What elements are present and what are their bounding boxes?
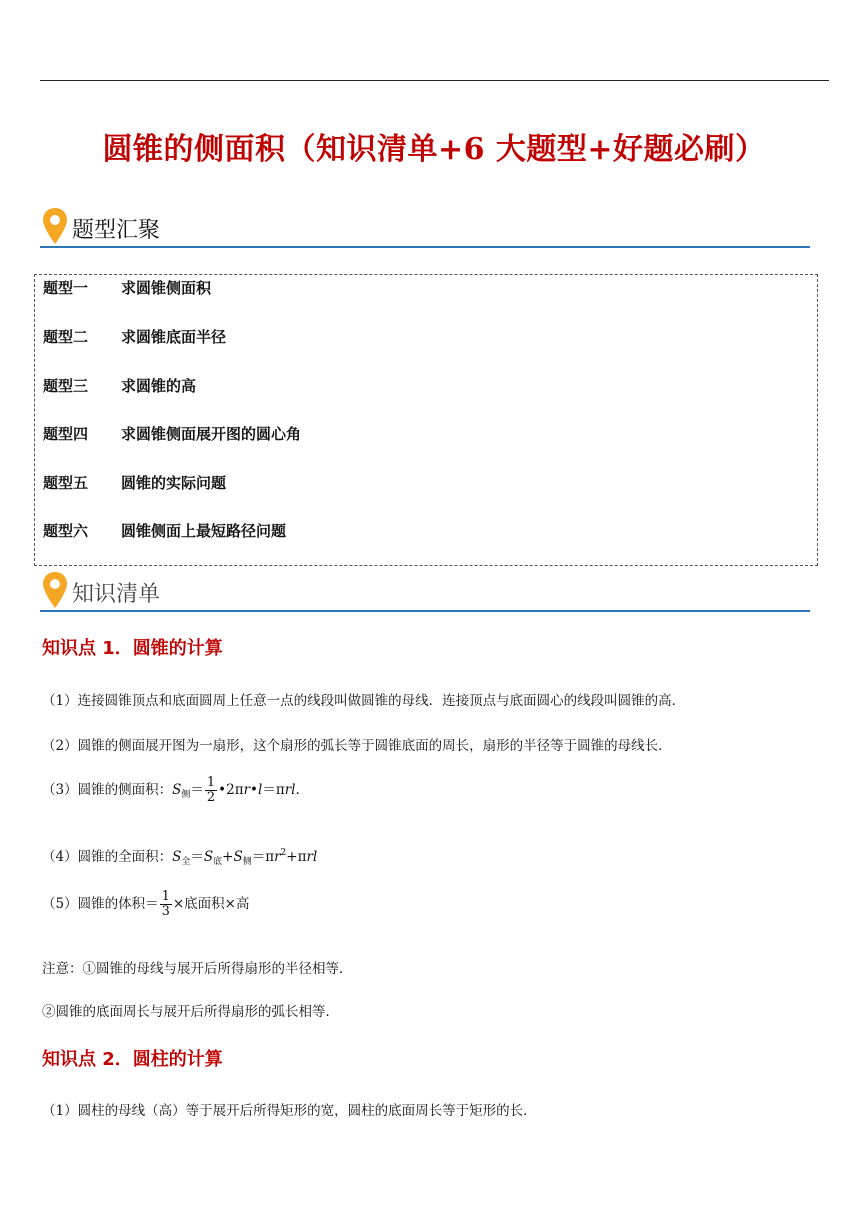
type-name: 题型一 [43, 279, 89, 297]
formula-op: ＝π [251, 849, 275, 865]
formula-text: •2π [218, 782, 244, 798]
knowledge-section-header [40, 570, 810, 612]
kp1-para-3 [42, 776, 300, 805]
fraction [160, 890, 172, 919]
location-pin-icon [40, 206, 70, 246]
formula-prefix: （3）圆锥的侧面积： [42, 782, 173, 798]
type-item [43, 277, 211, 298]
location-pin-icon [40, 570, 70, 610]
type-name: 题型三 [43, 377, 89, 395]
kp1-para-5 [42, 890, 250, 919]
type-desc: 求圆锥侧面积 [121, 279, 212, 297]
kp2-para-1: （1）圆柱的母线（高）等于展开后所得矩形的宽，圆柱的底面周长等于矩形的长． [42, 1103, 537, 1119]
formula-var: S [203, 849, 214, 865]
knowledge-heading: 知识清单 [72, 582, 161, 607]
formula-op: + [222, 849, 234, 865]
kp1-para-2: （2）圆锥的侧面展开图为一扇形，这个扇形的弧长等于圆锥底面的周长，扇形的半径等于圆锥的母线长． [42, 738, 672, 754]
formula-var: S [172, 782, 182, 798]
type-desc: 求圆锥的高 [121, 377, 197, 395]
fraction-den: 2 [206, 790, 216, 805]
type-item [43, 472, 226, 493]
formula-var: S [172, 849, 182, 865]
formula-end: . [295, 782, 300, 798]
kp1-note-2: ②圆锥的底面周长与展开后所得扇形的弧长相等． [42, 1004, 339, 1020]
type-name: 题型四 [43, 425, 89, 443]
formula-sub: 侧 [242, 857, 252, 867]
page-title: 圆锥的侧面积（知识清单+6 大题型+好题必刷） [102, 132, 766, 167]
formula-prefix: （5）圆锥的体积＝ [42, 896, 159, 912]
formula-var: r [274, 849, 281, 865]
type-item [43, 520, 286, 541]
top-rule [40, 80, 829, 81]
formula-prefix: （4）圆锥的全面积： [42, 849, 173, 865]
formula-sub: 底 [213, 857, 223, 867]
formula-op: • [250, 782, 259, 798]
fraction-den: 3 [161, 904, 170, 919]
formula-sup: 2 [280, 848, 287, 858]
kp1-heading: 知识点 1．圆锥的计算 [42, 638, 223, 659]
formula-suffix: ×底面积×高 [172, 896, 250, 912]
formula-op: ＝ [190, 849, 204, 865]
type-desc: 求圆锥侧面展开图的圆心角 [121, 425, 302, 443]
type-name: 题型六 [43, 522, 89, 540]
types-heading: 题型汇聚 [72, 218, 161, 243]
formula-var: l [258, 782, 263, 798]
type-name: 题型五 [43, 474, 89, 492]
type-desc: 圆锥的实际问题 [121, 474, 227, 492]
formula-var: S [233, 849, 243, 865]
formula-var: rl [284, 782, 296, 798]
type-desc: 求圆锥底面半径 [121, 328, 227, 346]
formula-var: r [243, 782, 251, 798]
kp1-para-1: （1）连接圆锥顶点和底面圆周上任意一点的线段叫做圆锥的母线．连接顶点与底面圆心的线段叫圆锥的高． [42, 693, 686, 709]
formula-op: +π [286, 849, 307, 865]
formula-var: rl [306, 849, 318, 865]
type-desc: 圆锥侧面上最短路径问题 [121, 522, 287, 540]
type-item [43, 326, 226, 347]
formula-sub: 全 [181, 857, 191, 867]
formula-op: ＝ [190, 782, 204, 798]
formula-sub: 侧 [181, 790, 191, 800]
type-item [43, 375, 196, 396]
kp2-heading: 知识点 2．圆柱的计算 [42, 1049, 223, 1070]
types-list-box [34, 274, 818, 566]
fraction [205, 776, 217, 805]
type-item [43, 423, 301, 444]
types-section-header [40, 206, 810, 248]
type-name: 题型二 [43, 328, 89, 346]
fraction-num: 1 [161, 889, 170, 904]
kp1-note-1: 注意：①圆锥的母线与展开后所得扇形的半径相等． [42, 961, 353, 977]
kp1-para-4 [42, 845, 317, 867]
fraction-num: 1 [206, 775, 216, 790]
formula-op: ＝π [262, 782, 285, 798]
